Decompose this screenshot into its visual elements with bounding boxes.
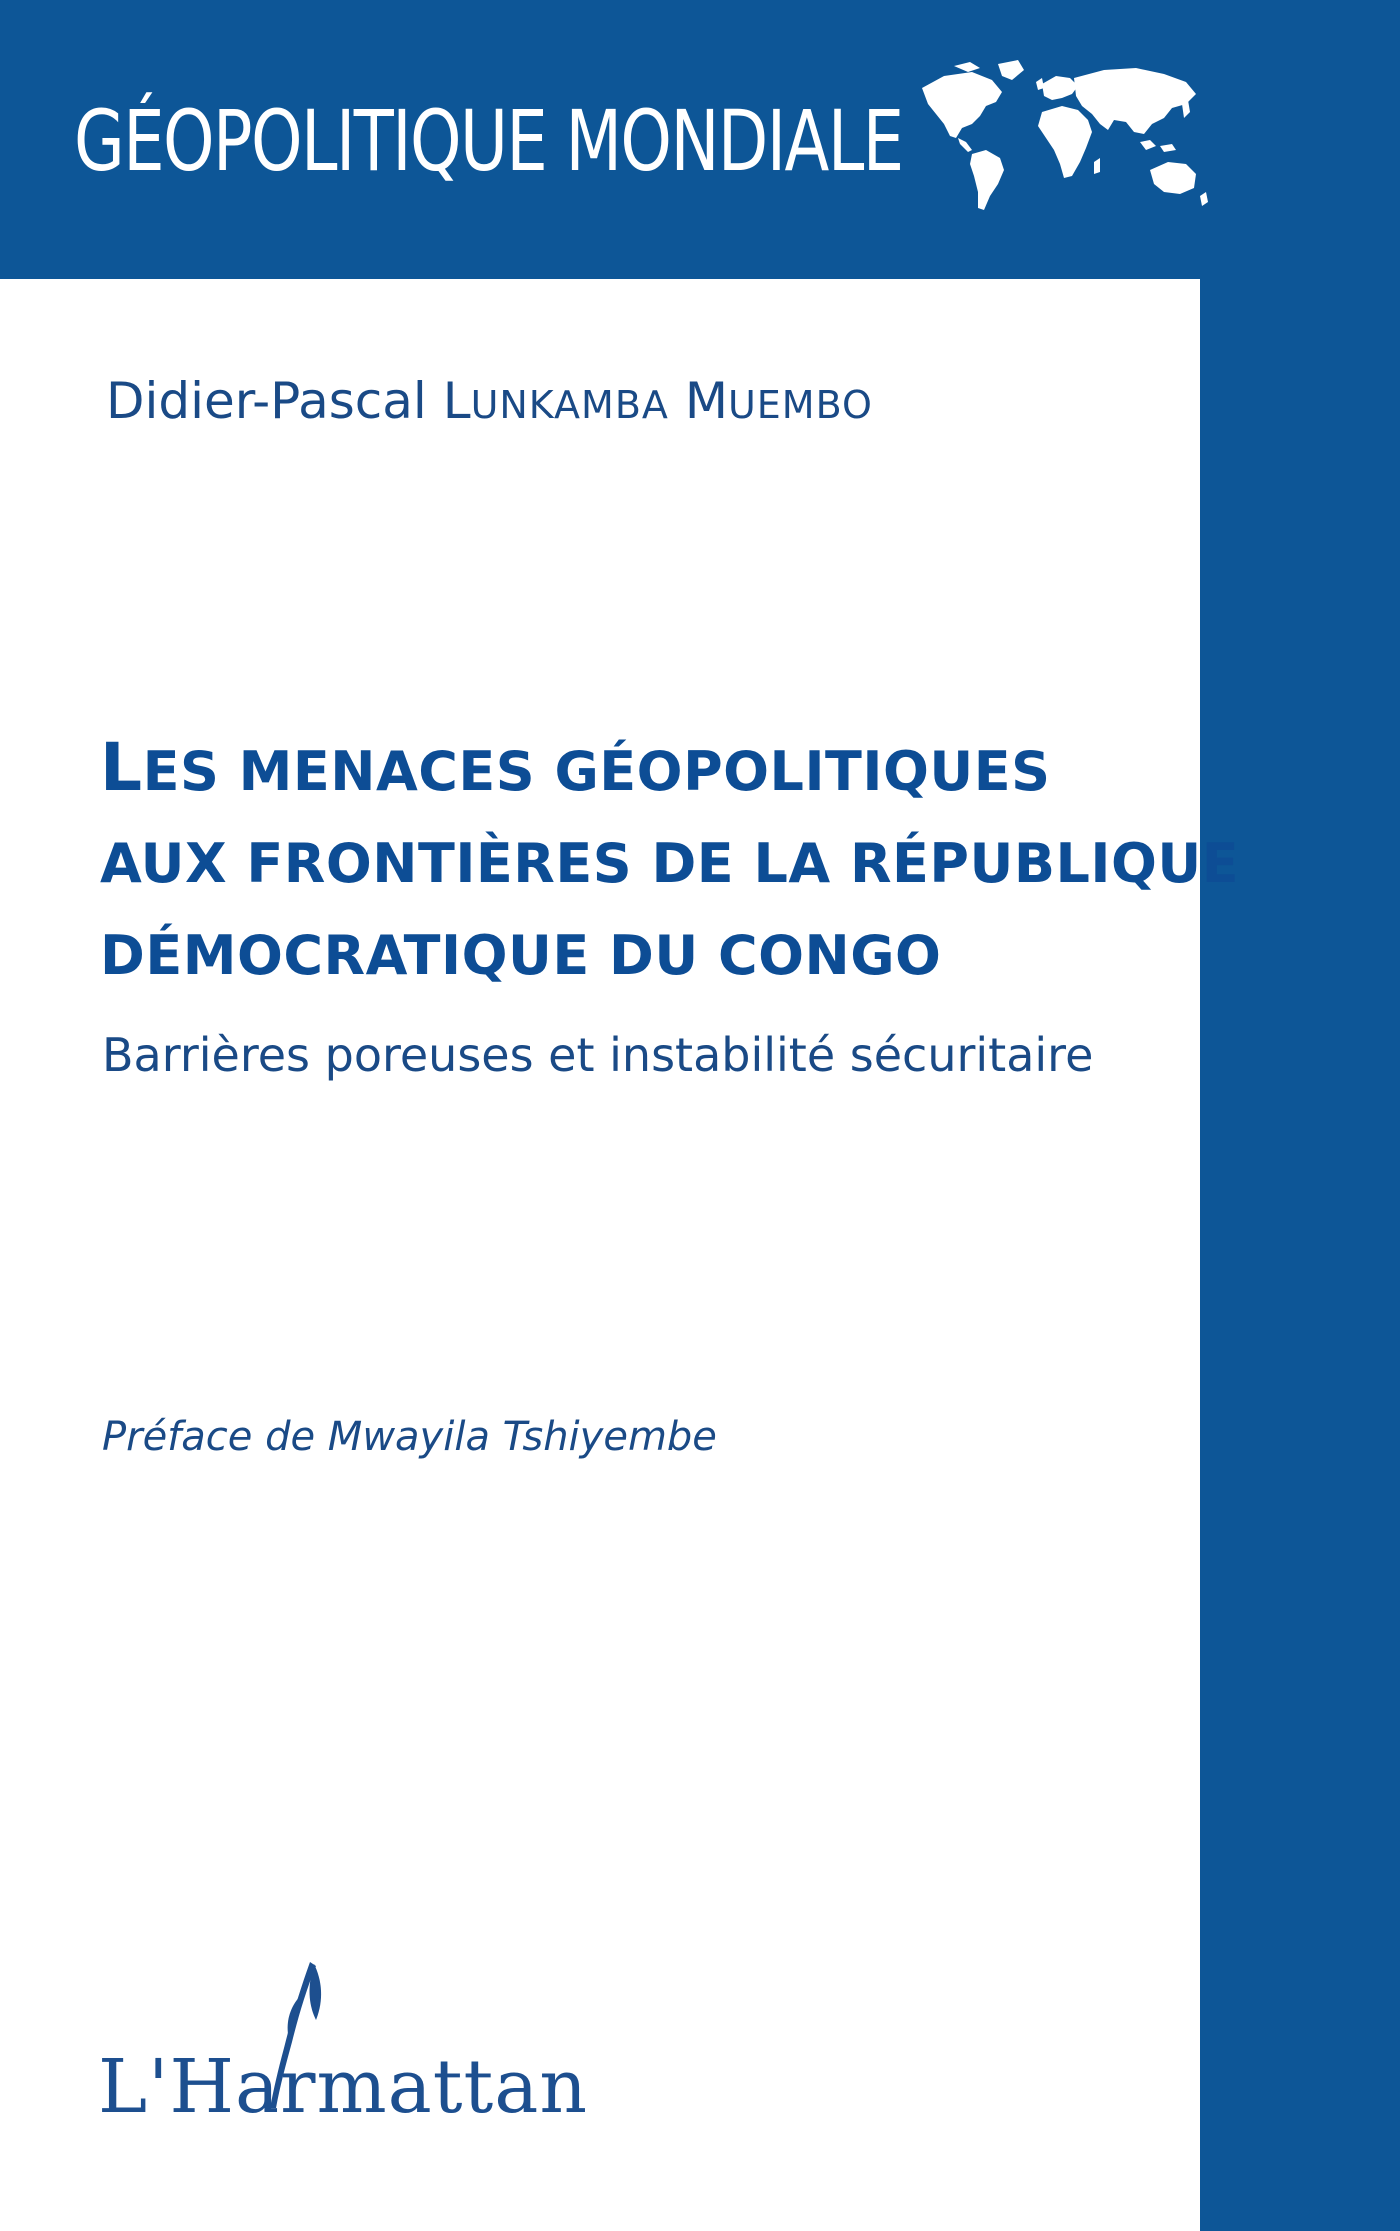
publisher-name: L'Harmattan <box>98 2044 589 2130</box>
title-line-2: AUX FRONTIÈRES DE LA RÉPUBLIQUE <box>100 832 1240 895</box>
title-line-1 <box>100 722 1239 818</box>
book-subtitle: Barrières poreuses et instabilité sécuritaire <box>102 1028 1094 1082</box>
collection-title: GÉOPOLITIQUE MONDIALE <box>74 92 903 190</box>
author-space <box>669 372 685 430</box>
cover-panel <box>0 279 1200 2231</box>
author-last-name-1-rest: UNKAMBA <box>470 383 669 427</box>
title-line-1-initial: L <box>100 729 143 806</box>
right-band <box>1200 0 1400 2231</box>
preface-credit: Préface de Mwayila Tshiyembe <box>102 1414 717 1460</box>
title-line-3: DÉMOCRATIQUE DU CONGO <box>100 924 942 987</box>
title-line-1-rest: ES MENACES GÉOPOLITIQUES <box>142 740 1051 803</box>
author-last-name-2-initial: M <box>684 372 728 430</box>
author-last-name-2-rest: UEMBO <box>727 383 873 427</box>
publisher-logo <box>98 1960 589 2130</box>
book-title <box>100 722 1239 1002</box>
author-last-name-1-initial: L <box>442 372 471 430</box>
world-map-icon <box>914 58 1214 218</box>
author-first-name: Didier-Pascal <box>106 372 443 430</box>
author-name <box>106 372 873 430</box>
